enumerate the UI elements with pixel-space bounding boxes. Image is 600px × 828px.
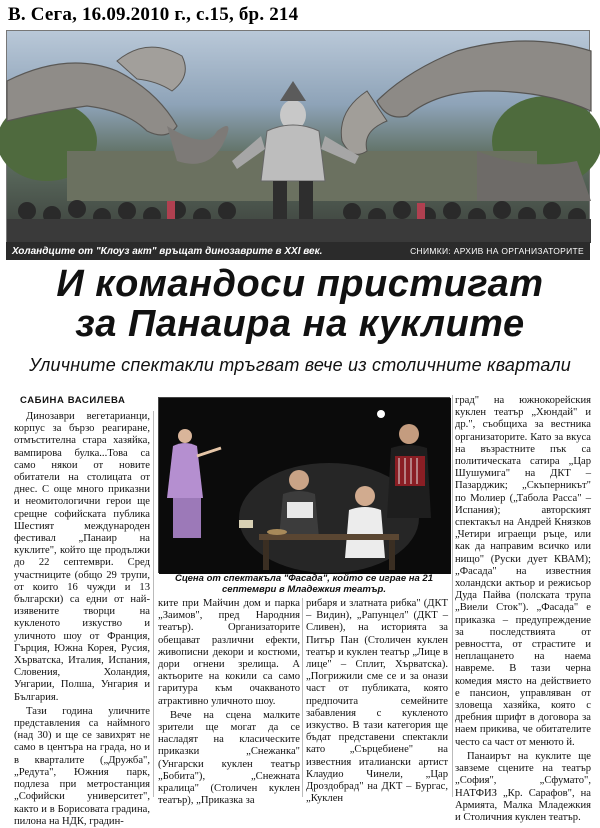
article-column-4 <box>455 395 591 823</box>
article-paragraph: ките при Майчин дом и парка „Заимов", пред Народния театър). Организаторите обещават различни ефекти, живописни декори и костюми, дори огнени зрелища. А актьорите на кокили са само гаритура към очакваното атрактивно уличното шоу. <box>158 598 300 707</box>
stage-photo-caption: Сцена от спектакъла "Фасада", който се играе на 21 септември в Младежкия театър. <box>175 573 433 595</box>
facade-stage-photo <box>158 397 450 573</box>
article-byline: САБИНА ВАСИЛЕВА <box>20 395 126 406</box>
column-divider <box>153 411 154 797</box>
article-paragraph: Динозаври вегетарианци, корпус за бързо реагиране, отмъстителна стара хазяйка, вампирова булка...Това са само някои от новите обитатели на столицата от днес. С още много приказни и неомитологични герои ще срещне софийската публика Шестият международен фестивал „Панаир на куклите", който ще продължи до 22 септември. Сред участниците (общо 29 трупи, от които 16 чужди и 13 български) са едни от най-изявените творци на кукленото изкуство и уличното шоу от Франция, Гърция, Южна Корея, Русия, Хърватска, Италия, Испания, Словения, Холандия, Унгарии, Полша, Унгария и България. <box>14 411 150 703</box>
column-divider <box>302 598 303 797</box>
headline-line-1: И командоси пристигат <box>56 263 544 305</box>
article-column-1 <box>14 411 150 827</box>
newspaper-source-line: В. Сега, 16.09.2010 г., с.15, бр. 214 <box>8 4 299 25</box>
dinosaur-street-show-photo <box>6 30 590 242</box>
article-subheadline: Уличните спектакли тръгват вече из столичните квартали <box>29 355 571 375</box>
article-paragraph: рибаря и златната рибка" (ДКТ – Видин), „Рапунцел" (ДКТ – Сливен), на историята за Питър Пан (Столичен куклен театър и куклен театър „Лице в лице" – Сплит, Хърватска). „Погрижили сме се и за онази част от публиката, която предпочита семейните забавления с кукленото изкуство. В тази категория ще бъдат представени спектакли като „Сърцебиене" на известния италиански артист Клаудио Чинели, „Цар Дроздобрад" на ДКТ – Бургас, „Куклен <box>306 598 448 805</box>
article-paragraph: Тази година уличните представления са наймного (над 30) и ще се завихрят не само в центъра на града, но и в кварталите („Дружба", „Редута", Южния парк, подлеза при метростанция „Софийски университет", както и в Борисовата градина, пилона на НДК, градин- <box>14 705 150 827</box>
photo-credit: СНИМКИ: АРХИВ НА ОРГАНИЗАТОРИТЕ <box>410 246 584 256</box>
headline-line-2: за Панаира на куклите <box>75 303 525 345</box>
top-photo-caption: Холандците от "Клоуз акт" връщат динозаврите в XXI век. <box>12 245 323 257</box>
article-paragraph: Панаирът на куклите ще завземе сцените на театър „София", „Сфумато", НАТФИЗ „Кр. Сарафов", на Армията, Малка Младежкия и Столичния куклен театър. <box>455 750 591 823</box>
top-photo-caption-bar <box>6 242 590 260</box>
article-paragraph: Вече на сцена малките зрители ще могат да се насладят на класическите приказки „Снежанка" (Унгарски куклен театър „Бобита"), „Снежната кралица" (Столичен куклен театър), „Приказка за <box>158 709 300 807</box>
column-divider <box>452 395 453 797</box>
article-paragraph: град" на южнокорейския куклен театър „Хюндай" и др.", съобщиха за вестника организаторите. Като за вкуса на възрастните пък са политическата сатира „Цар Шушумига" на ДКТ – Пазарджик; „Скъперникът" по Молиер („Табола Расса" – Испания); авторският спектакъл на Андрей Князков „Четири играещи ръце, или как да направим всичко или нищо" (Руски дует КВАМ); „Фасада" на известния холандски актьор и режисьор Дуда Пайва (полската трупа „Виели Сток"). „Фасада" е приказка – предупреждение за последствията от ревността, от страстите и неплащането на наема навреме. В тази черна комедия място на действието е пансион, управляван от зловеща хазяйка, която с дребния шрифт в договора за наем прикива, че обитателите често са част от менюто й. <box>455 395 591 748</box>
article-headline <box>10 264 590 344</box>
article-column-3 <box>306 598 448 805</box>
article-column-2 <box>158 598 300 807</box>
